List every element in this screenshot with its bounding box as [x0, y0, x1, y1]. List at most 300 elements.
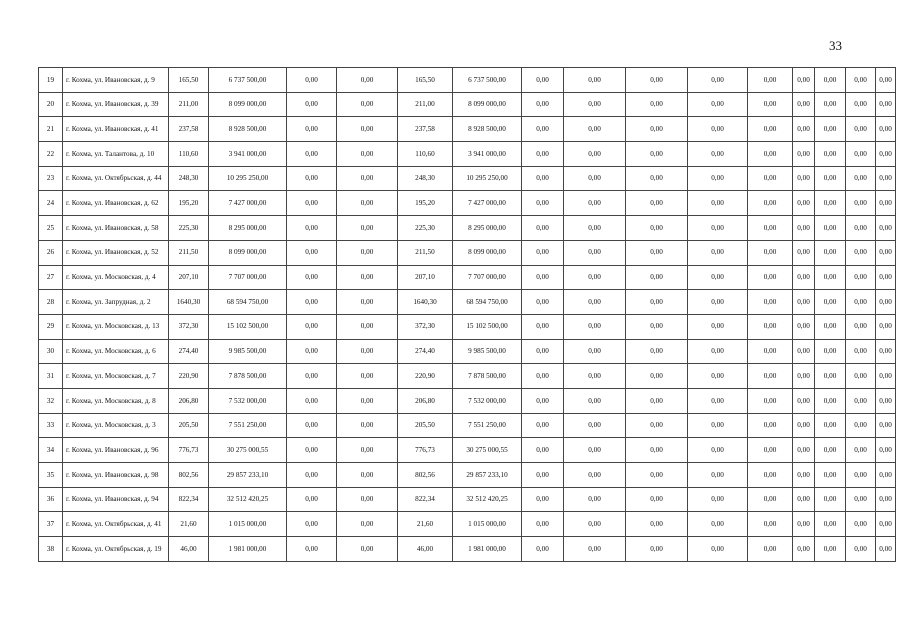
zero-cell: 0,00: [876, 413, 896, 438]
cost-cell: 9 985 500,00: [453, 339, 522, 364]
zero-cell: 0,00: [688, 537, 748, 562]
area-cell: 110,60: [169, 142, 209, 167]
zero-cell: 0,00: [337, 117, 398, 142]
zero-cell: 0,00: [815, 438, 846, 463]
cost-cell: 7 878 500,00: [209, 364, 287, 389]
zero-cell: 0,00: [815, 290, 846, 315]
cost-cell: 10 295 250,00: [209, 166, 287, 191]
zero-cell: 0,00: [748, 339, 793, 364]
zero-cell: 0,00: [287, 166, 337, 191]
zero-cell: 0,00: [337, 68, 398, 93]
zero-cell: 0,00: [793, 364, 815, 389]
zero-cell: 0,00: [287, 240, 337, 265]
zero-cell: 0,00: [564, 413, 626, 438]
table-row: [39, 92, 896, 117]
zero-cell: 0,00: [564, 117, 626, 142]
zero-cell: 0,00: [522, 487, 564, 512]
zero-cell: 0,00: [815, 487, 846, 512]
zero-cell: 0,00: [688, 240, 748, 265]
zero-cell: 0,00: [876, 463, 896, 488]
area-cell: 372,30: [398, 314, 453, 339]
zero-cell: 0,00: [564, 463, 626, 488]
area-cell: 206,80: [398, 388, 453, 413]
zero-cell: 0,00: [287, 339, 337, 364]
area-cell: 165,50: [169, 68, 209, 93]
address-cell: г. Кохма, ул. Ивановская, д. 39: [63, 92, 169, 117]
cost-cell: 7 878 500,00: [453, 364, 522, 389]
table-row: [39, 290, 896, 315]
zero-cell: 0,00: [793, 92, 815, 117]
zero-cell: 0,00: [522, 339, 564, 364]
table-row: [39, 216, 896, 241]
zero-cell: 0,00: [287, 413, 337, 438]
zero-cell: 0,00: [748, 68, 793, 93]
zero-cell: 0,00: [846, 438, 876, 463]
zero-cell: 0,00: [287, 364, 337, 389]
area-cell: 372,30: [169, 314, 209, 339]
zero-cell: 0,00: [626, 388, 688, 413]
address-cell: г. Кохма, ул. Московская, д. 3: [63, 413, 169, 438]
zero-cell: 0,00: [564, 92, 626, 117]
zero-cell: 0,00: [522, 314, 564, 339]
zero-cell: 0,00: [815, 216, 846, 241]
area-cell: 237,58: [398, 117, 453, 142]
zero-cell: 0,00: [688, 463, 748, 488]
address-cell: г. Кохма, ул. Ивановская, д. 62: [63, 191, 169, 216]
table-row: [39, 166, 896, 191]
zero-cell: 0,00: [688, 142, 748, 167]
cost-cell: 7 532 000,00: [453, 388, 522, 413]
zero-cell: 0,00: [564, 240, 626, 265]
cost-cell: 8 099 000,00: [209, 240, 287, 265]
zero-cell: 0,00: [876, 537, 896, 562]
zero-cell: 0,00: [564, 166, 626, 191]
zero-cell: 0,00: [337, 487, 398, 512]
zero-cell: 0,00: [748, 166, 793, 191]
zero-cell: 0,00: [876, 240, 896, 265]
zero-cell: 0,00: [564, 142, 626, 167]
zero-cell: 0,00: [564, 537, 626, 562]
zero-cell: 0,00: [337, 216, 398, 241]
zero-cell: 0,00: [748, 413, 793, 438]
zero-cell: 0,00: [626, 68, 688, 93]
address-cell: г. Кохма, ул. Ивановская, д. 98: [63, 463, 169, 488]
zero-cell: 0,00: [688, 413, 748, 438]
address-cell: г. Кохма, ул. Октябрьская, д. 41: [63, 512, 169, 537]
cost-cell: 29 857 233,10: [209, 463, 287, 488]
zero-cell: 0,00: [626, 142, 688, 167]
cost-cell: 1 981 000,00: [209, 537, 287, 562]
zero-cell: 0,00: [688, 92, 748, 117]
zero-cell: 0,00: [815, 463, 846, 488]
address-cell: г. Кохма, ул. Ивановская, д. 41: [63, 117, 169, 142]
zero-cell: 0,00: [846, 216, 876, 241]
zero-cell: 0,00: [748, 240, 793, 265]
table-row: [39, 191, 896, 216]
zero-cell: 0,00: [846, 290, 876, 315]
row-number: 35: [39, 463, 63, 488]
zero-cell: 0,00: [287, 216, 337, 241]
zero-cell: 0,00: [748, 265, 793, 290]
zero-cell: 0,00: [564, 438, 626, 463]
zero-cell: 0,00: [748, 290, 793, 315]
area-cell: 21,60: [398, 512, 453, 537]
cost-cell: 30 275 000,55: [453, 438, 522, 463]
zero-cell: 0,00: [688, 265, 748, 290]
zero-cell: 0,00: [688, 512, 748, 537]
zero-cell: 0,00: [793, 487, 815, 512]
cost-cell: 8 099 000,00: [453, 92, 522, 117]
area-cell: 211,50: [169, 240, 209, 265]
cost-cell: 8 928 500,00: [209, 117, 287, 142]
zero-cell: 0,00: [688, 166, 748, 191]
cost-cell: 1 015 000,00: [209, 512, 287, 537]
zero-cell: 0,00: [337, 364, 398, 389]
cost-cell: 8 099 000,00: [209, 92, 287, 117]
area-cell: 207,10: [169, 265, 209, 290]
area-cell: 776,73: [398, 438, 453, 463]
zero-cell: 0,00: [522, 438, 564, 463]
zero-cell: 0,00: [337, 240, 398, 265]
zero-cell: 0,00: [337, 142, 398, 167]
zero-cell: 0,00: [815, 142, 846, 167]
zero-cell: 0,00: [522, 216, 564, 241]
zero-cell: 0,00: [688, 117, 748, 142]
area-cell: 220,90: [169, 364, 209, 389]
zero-cell: 0,00: [876, 512, 896, 537]
area-cell: 165,50: [398, 68, 453, 93]
table-row: [39, 364, 896, 389]
address-cell: г. Кохма, ул. Московская, д. 8: [63, 388, 169, 413]
cost-cell: 7 707 000,00: [453, 265, 522, 290]
zero-cell: 0,00: [876, 487, 896, 512]
row-number: 26: [39, 240, 63, 265]
zero-cell: 0,00: [846, 191, 876, 216]
cost-cell: 8 928 500,00: [453, 117, 522, 142]
cost-cell: 3 941 000,00: [209, 142, 287, 167]
zero-cell: 0,00: [876, 92, 896, 117]
zero-cell: 0,00: [748, 117, 793, 142]
address-cell: г. Кохма, ул. Октябрьская, д. 44: [63, 166, 169, 191]
address-cell: г. Кохма, ул. Московская, д. 6: [63, 339, 169, 364]
area-cell: 776,73: [169, 438, 209, 463]
zero-cell: 0,00: [815, 240, 846, 265]
zero-cell: 0,00: [337, 388, 398, 413]
row-number: 24: [39, 191, 63, 216]
zero-cell: 0,00: [287, 191, 337, 216]
zero-cell: 0,00: [688, 314, 748, 339]
zero-cell: 0,00: [287, 117, 337, 142]
zero-cell: 0,00: [564, 364, 626, 389]
cost-cell: 7 427 000,00: [453, 191, 522, 216]
cost-cell: 8 295 000,00: [209, 216, 287, 241]
address-cell: г. Кохма, ул. Московская, д. 7: [63, 364, 169, 389]
zero-cell: 0,00: [876, 290, 896, 315]
area-cell: 205,50: [398, 413, 453, 438]
zero-cell: 0,00: [564, 290, 626, 315]
area-cell: 822,34: [398, 487, 453, 512]
zero-cell: 0,00: [748, 314, 793, 339]
zero-cell: 0,00: [688, 290, 748, 315]
zero-cell: 0,00: [626, 92, 688, 117]
area-cell: 225,30: [169, 216, 209, 241]
zero-cell: 0,00: [626, 166, 688, 191]
cost-cell: 7 551 250,00: [209, 413, 287, 438]
area-cell: 46,00: [169, 537, 209, 562]
area-cell: 1640,30: [169, 290, 209, 315]
table-row: [39, 438, 896, 463]
zero-cell: 0,00: [748, 487, 793, 512]
zero-cell: 0,00: [793, 314, 815, 339]
zero-cell: 0,00: [564, 68, 626, 93]
zero-cell: 0,00: [564, 487, 626, 512]
zero-cell: 0,00: [748, 92, 793, 117]
zero-cell: 0,00: [876, 438, 896, 463]
row-number: 33: [39, 413, 63, 438]
table-row: [39, 388, 896, 413]
zero-cell: 0,00: [564, 339, 626, 364]
area-cell: 211,00: [398, 92, 453, 117]
zero-cell: 0,00: [748, 388, 793, 413]
zero-cell: 0,00: [748, 438, 793, 463]
area-cell: 248,30: [398, 166, 453, 191]
zero-cell: 0,00: [876, 142, 896, 167]
zero-cell: 0,00: [846, 68, 876, 93]
zero-cell: 0,00: [815, 92, 846, 117]
zero-cell: 0,00: [793, 166, 815, 191]
table-row: [39, 339, 896, 364]
zero-cell: 0,00: [748, 463, 793, 488]
zero-cell: 0,00: [748, 512, 793, 537]
zero-cell: 0,00: [626, 240, 688, 265]
zero-cell: 0,00: [522, 92, 564, 117]
zero-cell: 0,00: [287, 142, 337, 167]
address-cell: г. Кохма, ул. Московская, д. 13: [63, 314, 169, 339]
zero-cell: 0,00: [626, 216, 688, 241]
cost-cell: 8 099 000,00: [453, 240, 522, 265]
zero-cell: 0,00: [815, 364, 846, 389]
zero-cell: 0,00: [793, 413, 815, 438]
zero-cell: 0,00: [748, 142, 793, 167]
zero-cell: 0,00: [337, 438, 398, 463]
row-number: 28: [39, 290, 63, 315]
zero-cell: 0,00: [688, 339, 748, 364]
zero-cell: 0,00: [846, 512, 876, 537]
table-row: [39, 487, 896, 512]
zero-cell: 0,00: [688, 191, 748, 216]
area-cell: 802,56: [169, 463, 209, 488]
zero-cell: 0,00: [522, 537, 564, 562]
cost-cell: 1 981 000,00: [453, 537, 522, 562]
address-cell: г. Кохма, ул. Талантова, д. 10: [63, 142, 169, 167]
cost-cell: 15 102 500,00: [209, 314, 287, 339]
table-row: [39, 117, 896, 142]
row-number: 25: [39, 216, 63, 241]
zero-cell: 0,00: [846, 265, 876, 290]
zero-cell: 0,00: [815, 413, 846, 438]
zero-cell: 0,00: [522, 68, 564, 93]
zero-cell: 0,00: [846, 537, 876, 562]
zero-cell: 0,00: [876, 265, 896, 290]
zero-cell: 0,00: [815, 166, 846, 191]
zero-cell: 0,00: [337, 339, 398, 364]
table-row: [39, 265, 896, 290]
page-number: 33: [829, 38, 842, 53]
zero-cell: 0,00: [876, 314, 896, 339]
zero-cell: 0,00: [793, 512, 815, 537]
zero-cell: 0,00: [337, 512, 398, 537]
address-cell: г. Кохма, ул. Ивановская, д. 52: [63, 240, 169, 265]
zero-cell: 0,00: [846, 314, 876, 339]
zero-cell: 0,00: [688, 68, 748, 93]
zero-cell: 0,00: [876, 191, 896, 216]
zero-cell: 0,00: [564, 314, 626, 339]
row-number: 23: [39, 166, 63, 191]
zero-cell: 0,00: [522, 364, 564, 389]
zero-cell: 0,00: [793, 290, 815, 315]
zero-cell: 0,00: [793, 265, 815, 290]
zero-cell: 0,00: [626, 413, 688, 438]
zero-cell: 0,00: [626, 339, 688, 364]
zero-cell: 0,00: [748, 216, 793, 241]
zero-cell: 0,00: [522, 240, 564, 265]
zero-cell: 0,00: [337, 265, 398, 290]
zero-cell: 0,00: [522, 512, 564, 537]
cost-cell: 29 857 233,10: [453, 463, 522, 488]
zero-cell: 0,00: [522, 117, 564, 142]
zero-cell: 0,00: [688, 438, 748, 463]
zero-cell: 0,00: [688, 487, 748, 512]
zero-cell: 0,00: [626, 463, 688, 488]
zero-cell: 0,00: [337, 92, 398, 117]
area-cell: 822,34: [169, 487, 209, 512]
zero-cell: 0,00: [626, 191, 688, 216]
zero-cell: 0,00: [626, 265, 688, 290]
zero-cell: 0,00: [876, 388, 896, 413]
zero-cell: 0,00: [287, 512, 337, 537]
zero-cell: 0,00: [564, 191, 626, 216]
address-cell: г. Кохма, ул. Ивановская, д. 58: [63, 216, 169, 241]
cost-cell: 3 941 000,00: [453, 142, 522, 167]
zero-cell: 0,00: [626, 364, 688, 389]
area-cell: 248,30: [169, 166, 209, 191]
area-cell: 274,40: [398, 339, 453, 364]
zero-cell: 0,00: [626, 537, 688, 562]
cost-cell: 7 532 000,00: [209, 388, 287, 413]
zero-cell: 0,00: [522, 265, 564, 290]
zero-cell: 0,00: [522, 191, 564, 216]
table-row: [39, 68, 896, 93]
zero-cell: 0,00: [876, 68, 896, 93]
zero-cell: 0,00: [287, 438, 337, 463]
zero-cell: 0,00: [815, 191, 846, 216]
address-cell: г. Кохма, ул. Ивановская, д. 94: [63, 487, 169, 512]
zero-cell: 0,00: [793, 68, 815, 93]
zero-cell: 0,00: [337, 463, 398, 488]
zero-cell: 0,00: [846, 142, 876, 167]
area-cell: 802,56: [398, 463, 453, 488]
area-cell: 220,90: [398, 364, 453, 389]
area-cell: 211,00: [169, 92, 209, 117]
cost-cell: 32 512 420,25: [453, 487, 522, 512]
zero-cell: 0,00: [815, 117, 846, 142]
row-number: 31: [39, 364, 63, 389]
zero-cell: 0,00: [626, 314, 688, 339]
zero-cell: 0,00: [522, 388, 564, 413]
zero-cell: 0,00: [287, 265, 337, 290]
address-cell: г. Кохма, ул. Октябрьская, д. 19: [63, 537, 169, 562]
zero-cell: 0,00: [287, 290, 337, 315]
zero-cell: 0,00: [626, 487, 688, 512]
zero-cell: 0,00: [876, 117, 896, 142]
cost-cell: 7 707 000,00: [209, 265, 287, 290]
zero-cell: 0,00: [688, 388, 748, 413]
zero-cell: 0,00: [793, 142, 815, 167]
zero-cell: 0,00: [564, 388, 626, 413]
zero-cell: 0,00: [287, 463, 337, 488]
area-cell: 206,80: [169, 388, 209, 413]
zero-cell: 0,00: [876, 339, 896, 364]
address-cell: г. Кохма, ул. Запрудная, д. 2: [63, 290, 169, 315]
zero-cell: 0,00: [846, 117, 876, 142]
zero-cell: 0,00: [793, 537, 815, 562]
cost-cell: 1 015 000,00: [453, 512, 522, 537]
zero-cell: 0,00: [846, 487, 876, 512]
area-cell: 21,60: [169, 512, 209, 537]
zero-cell: 0,00: [626, 290, 688, 315]
zero-cell: 0,00: [522, 413, 564, 438]
table-row: [39, 240, 896, 265]
zero-cell: 0,00: [815, 388, 846, 413]
zero-cell: 0,00: [815, 68, 846, 93]
zero-cell: 0,00: [876, 166, 896, 191]
zero-cell: 0,00: [626, 438, 688, 463]
zero-cell: 0,00: [815, 537, 846, 562]
zero-cell: 0,00: [337, 166, 398, 191]
data-table: [38, 67, 896, 562]
zero-cell: 0,00: [287, 388, 337, 413]
zero-cell: 0,00: [815, 512, 846, 537]
zero-cell: 0,00: [846, 364, 876, 389]
zero-cell: 0,00: [876, 364, 896, 389]
zero-cell: 0,00: [846, 463, 876, 488]
row-number: 37: [39, 512, 63, 537]
table-row: [39, 463, 896, 488]
row-number: 22: [39, 142, 63, 167]
zero-cell: 0,00: [846, 166, 876, 191]
zero-cell: 0,00: [287, 537, 337, 562]
zero-cell: 0,00: [564, 512, 626, 537]
zero-cell: 0,00: [815, 314, 846, 339]
zero-cell: 0,00: [287, 487, 337, 512]
area-cell: 46,00: [398, 537, 453, 562]
zero-cell: 0,00: [337, 537, 398, 562]
zero-cell: 0,00: [846, 339, 876, 364]
zero-cell: 0,00: [876, 216, 896, 241]
cost-cell: 6 737 500,00: [209, 68, 287, 93]
cost-cell: 68 594 750,00: [209, 290, 287, 315]
zero-cell: 0,00: [564, 265, 626, 290]
zero-cell: 0,00: [815, 339, 846, 364]
row-number: 32: [39, 388, 63, 413]
address-cell: г. Кохма, ул. Московская, д. 4: [63, 265, 169, 290]
zero-cell: 0,00: [287, 68, 337, 93]
area-cell: 225,30: [398, 216, 453, 241]
zero-cell: 0,00: [564, 216, 626, 241]
cost-cell: 8 295 000,00: [453, 216, 522, 241]
zero-cell: 0,00: [846, 92, 876, 117]
zero-cell: 0,00: [522, 166, 564, 191]
